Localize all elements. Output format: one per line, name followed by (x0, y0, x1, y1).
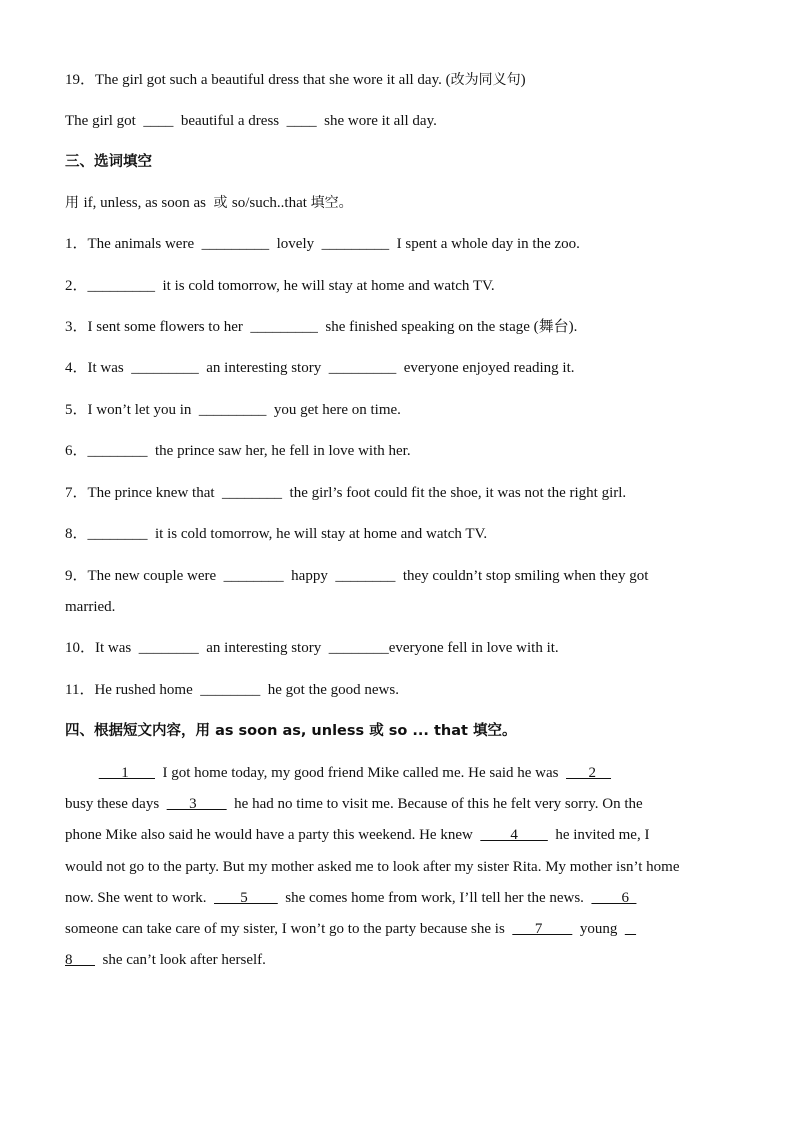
section3-instruction: 用 if, unless, as soon as 或 so/such..that 填空。 (65, 195, 353, 211)
q19-prompt-en: 19．The girl got such a beautiful dress that she wore it all day. ( (65, 72, 451, 88)
blank-8: 8 (65, 952, 95, 969)
q19-prompt-close: ) (520, 72, 526, 88)
q19-prompt (65, 70, 526, 90)
blank-8-start (625, 921, 636, 937)
section3-item-4: 4．It was _________ an interesting story _________ everyone enjoyed reading it. (65, 360, 575, 376)
q19-answer-line: The girl got ____ beautiful a dress ____ she wore it all day. (65, 113, 437, 129)
section3-item-5: 5．I won’t let you in _________ you get here on time. (65, 402, 401, 418)
blank-6: 6 (591, 889, 637, 906)
section3-item-9-cont: married. (65, 599, 116, 615)
section4-title: 四、根据短文内容，用 as soon as, unless 或 so ... that 填空。 (65, 723, 517, 739)
section3-item-1: 1．The animals were _________ lovely _________ I spent a whole day in the zoo. (65, 236, 580, 252)
section3-item-11: 11．He rushed home ________ he got the good news. (65, 682, 399, 698)
section3-item-9: 9．The new couple were ________ happy ________ they couldn’t stop smiling when they got (65, 568, 649, 584)
section3-item-6: 6．________ the prince saw her, he fell in love with her. (65, 443, 411, 459)
q19-prompt-cn: 改为同义句 (450, 72, 521, 88)
section3-title: 三、选词填空 (65, 154, 152, 170)
blank-7: 7 (512, 921, 573, 938)
section3-item-8: 8．________ it is cold tomorrow, he will stay at home and watch TV. (65, 526, 488, 542)
section3-item-7: 7．The prince knew that ________ the girl’s foot could fit the shoe, it was not the right girl. (65, 485, 627, 501)
blank-4: 4 (480, 827, 548, 844)
section3-item-2: 2．_________ it is cold tomorrow, he will stay at home and watch TV. (65, 278, 495, 294)
section4-passage: 1 I got home today, my good friend Mike called me. He said he was 2 busy these days 3 he had no time to visit me. Because of this he felt very sorry. On the phone Mike also said he would have a party this weekend. He knew 4 he invited me, I would not go to the party. But my mother asked me to look after my sister Rita. My mother isn’t home now. She went to work. 5 she comes home from work, I’ll tell her the news. 6 someone can take care of my sister, I won’t go to the party because she is 7 young 8 she can’t look after herself. (65, 765, 680, 969)
section3-item-10: 10．It was ________ an interesting story ________everyone fell in love with it. (65, 640, 559, 656)
blank-3: 3 (166, 796, 227, 813)
section3-item-3: 3．I sent some flowers to her _________ she finished speaking on the stage (舞台). (65, 319, 578, 335)
blank-1: 1 (98, 765, 155, 781)
blank-2: 2 (566, 765, 612, 781)
blank-5: 5 (214, 889, 278, 906)
